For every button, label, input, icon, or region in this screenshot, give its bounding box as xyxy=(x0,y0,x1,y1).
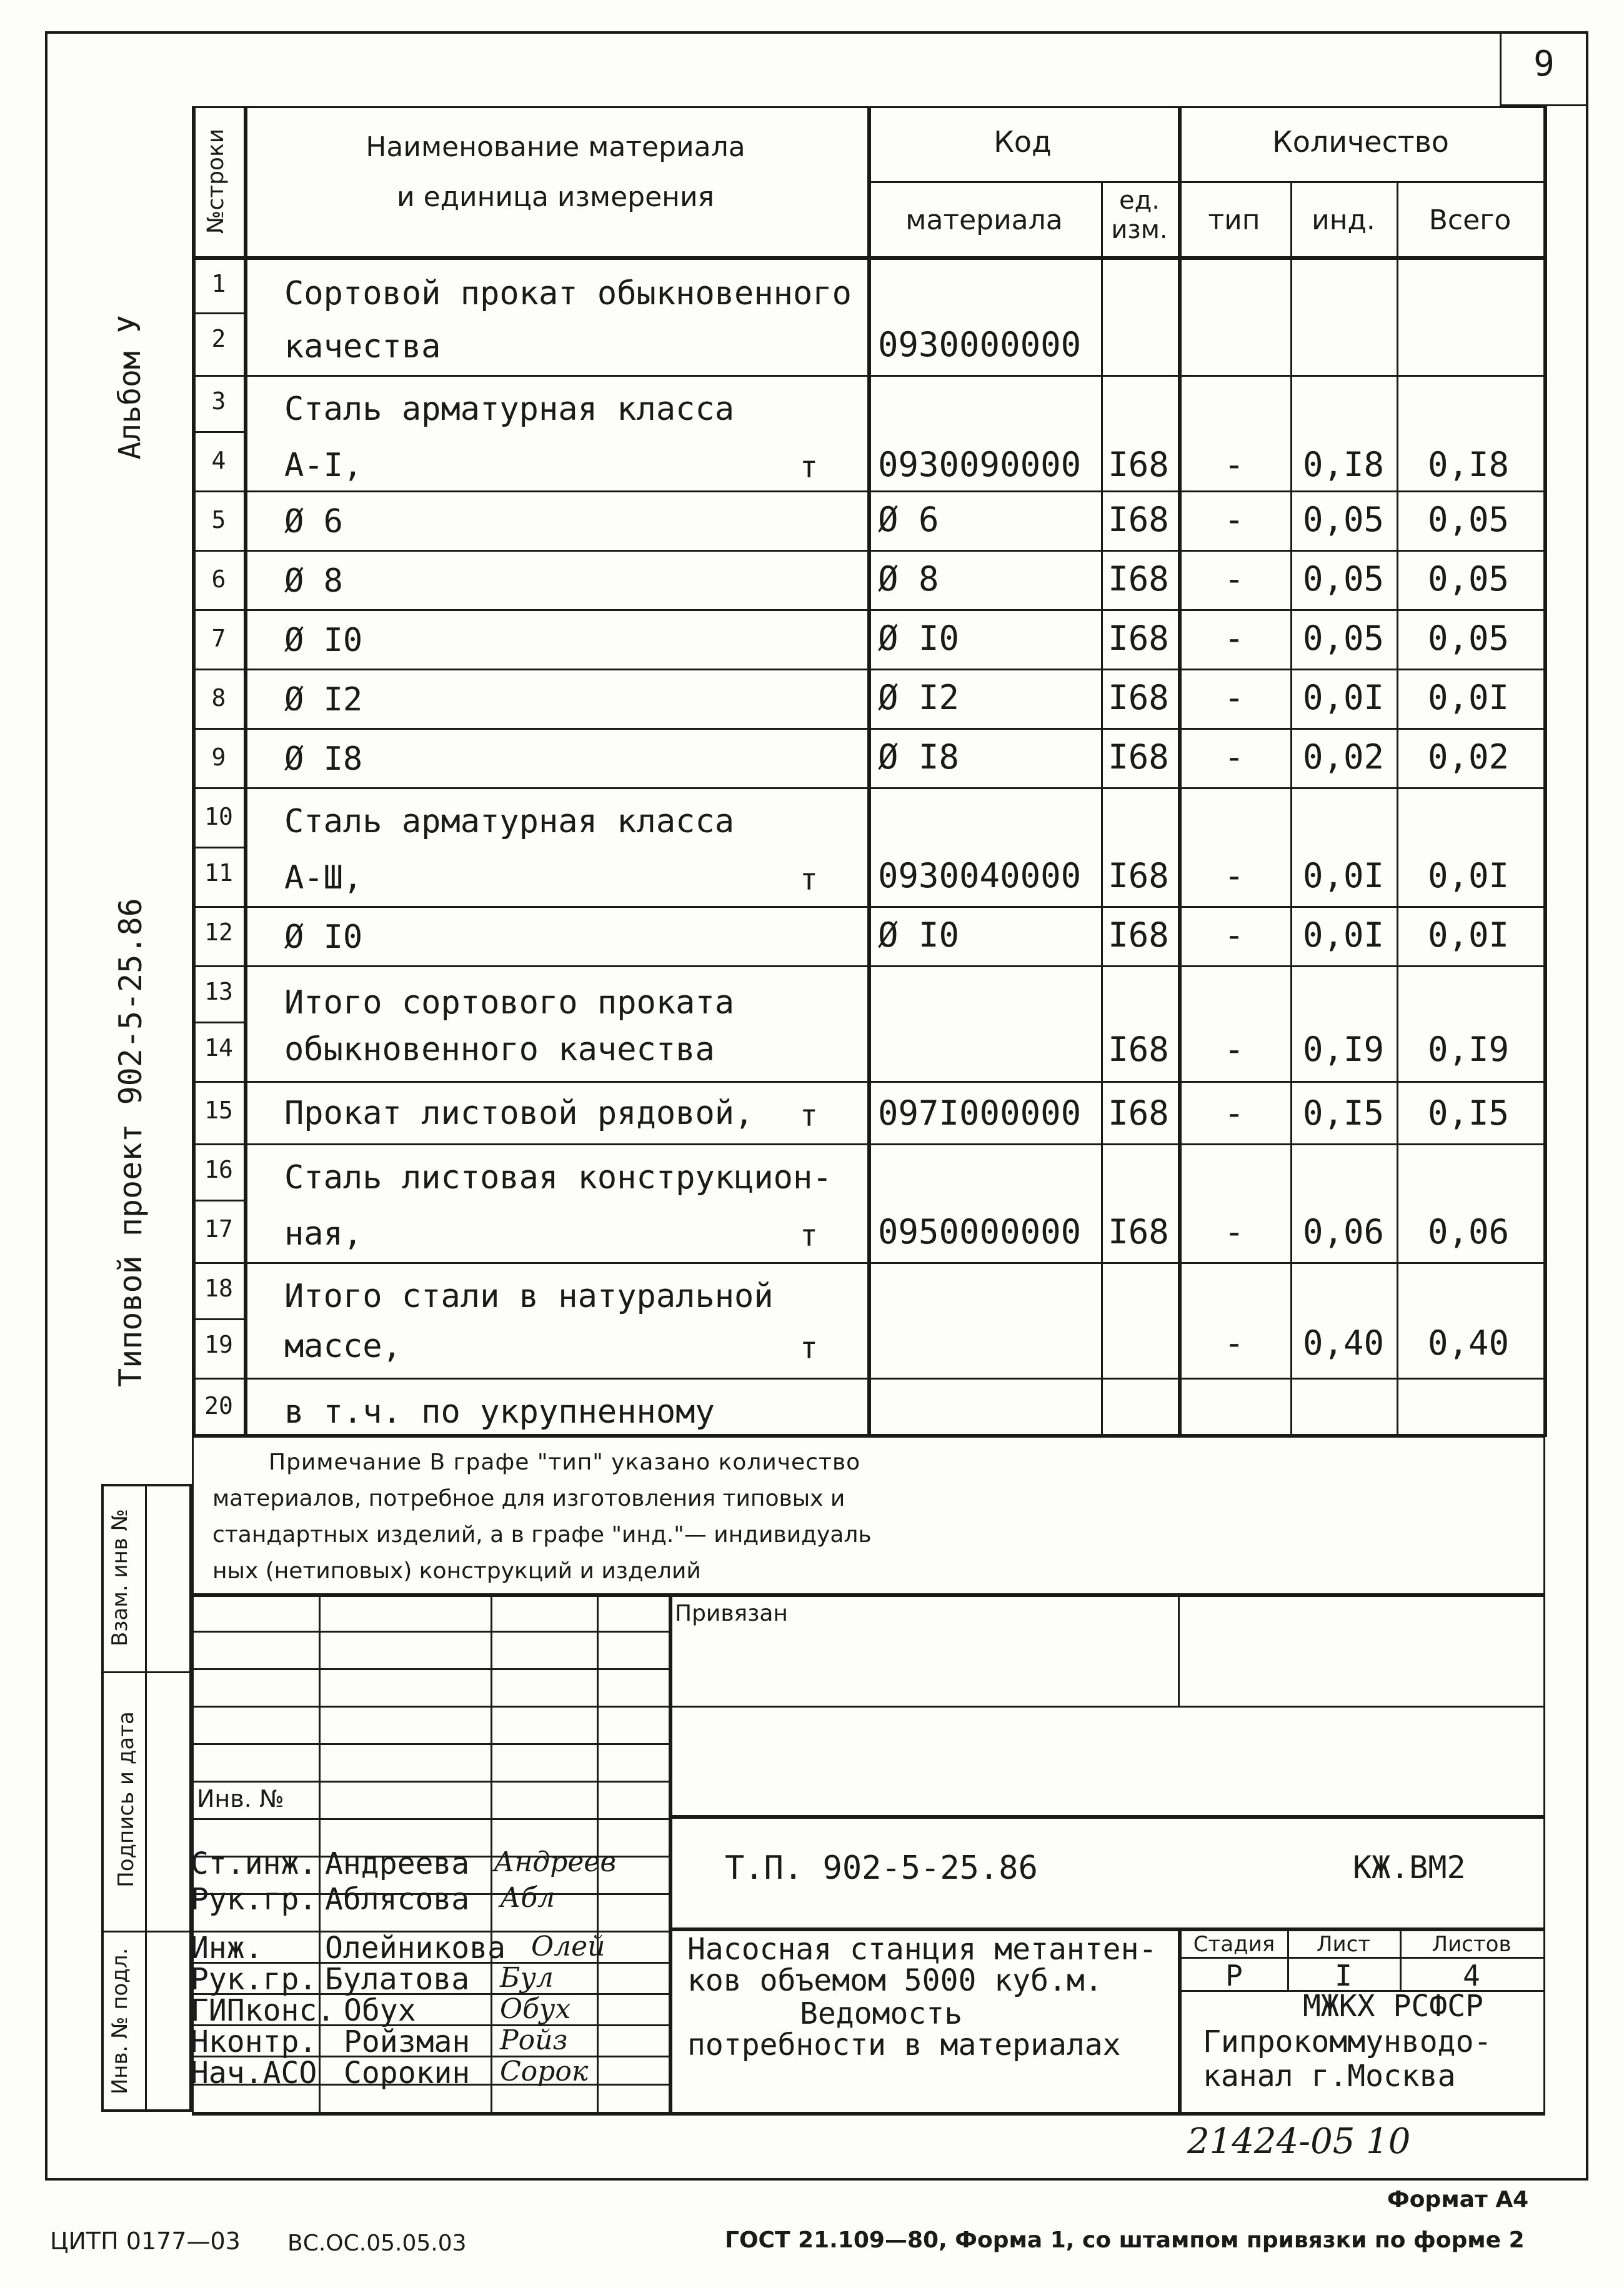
header-name-line2: и единица измерения xyxy=(396,181,715,213)
row-ed: I68 xyxy=(1108,1093,1169,1133)
row-tip: - xyxy=(1223,445,1245,484)
row-tip: - xyxy=(1223,1323,1245,1363)
row-total: 0,06 xyxy=(1427,1212,1510,1251)
row-code: Ø I8 xyxy=(878,737,960,777)
row-name: Итого сортового проката xyxy=(284,984,735,1022)
staff-name: Обух xyxy=(344,1993,416,2028)
row-ed: I68 xyxy=(1108,1030,1169,1069)
row-ind: 0,0I xyxy=(1302,678,1385,717)
row-number: 20 xyxy=(204,1392,233,1420)
staff-role: ГИПконс. xyxy=(191,1993,336,2028)
row-tip: - xyxy=(1223,1093,1245,1133)
album-label: Альбом У xyxy=(112,315,147,460)
header-qty-ind: инд. xyxy=(1312,204,1375,236)
stage-label: Стадия xyxy=(1193,1932,1275,1957)
row-ed: I68 xyxy=(1108,915,1169,955)
row-name: Сталь листовая конструкцион- xyxy=(284,1159,832,1196)
org-line-2: Гипрокоммунводо- xyxy=(1203,2024,1492,2059)
row-number: 17 xyxy=(204,1215,233,1243)
header-code: Код xyxy=(994,125,1052,159)
row-ed: I68 xyxy=(1108,856,1169,895)
row-tip: - xyxy=(1223,915,1245,955)
row-number: 4 xyxy=(211,447,226,474)
title-line-3: Ведомость xyxy=(800,1996,963,2031)
row-tip: - xyxy=(1223,678,1245,717)
title-line-4: потребности в материалах xyxy=(687,2027,1121,2062)
format-label: Формат А4 xyxy=(1387,2187,1529,2212)
org-line-3: канал г.Москва xyxy=(1203,2059,1456,2094)
header-name-line1: Наименование материала xyxy=(366,131,745,163)
inv-no-label: Инв. № xyxy=(197,1785,284,1813)
staff-name: Булатова xyxy=(325,1962,470,1997)
sheet-label: Лист xyxy=(1316,1932,1371,1957)
header-code-unit-1: ед. xyxy=(1119,186,1160,215)
row-total: 0,0I xyxy=(1427,915,1510,955)
row-number: 2 xyxy=(211,325,226,352)
row-number: 7 xyxy=(211,625,226,652)
staff-name: Сорокин xyxy=(344,2056,471,2091)
row-name: в т.ч. по укрупненному xyxy=(284,1393,715,1431)
header-quantity: Количество xyxy=(1272,125,1449,159)
row-number: 14 xyxy=(204,1034,233,1062)
row-number: 6 xyxy=(211,565,226,593)
podpis-data-label: Подпись и дата xyxy=(114,1711,139,1888)
row-ed: I68 xyxy=(1108,500,1169,539)
vzam-inv-label: Взам. инв № xyxy=(107,1508,132,1647)
row-total: 0,40 xyxy=(1427,1323,1510,1363)
footer-left-code: ЦИТП 0177—03 xyxy=(50,2227,241,2255)
row-code: 0930000000 xyxy=(878,325,1082,364)
row-name: Ø I8 xyxy=(284,740,363,778)
row-total: 0,05 xyxy=(1427,500,1510,539)
row-unit: т xyxy=(800,1218,818,1253)
staff-role: Нач.АСО xyxy=(191,2056,317,2091)
staff-role: Рук.гр. xyxy=(191,1962,317,1997)
staff-signature: Олей xyxy=(531,1931,605,1962)
row-name: качества xyxy=(284,328,441,366)
row-ed: I68 xyxy=(1108,445,1169,484)
row-name: обыкновенного качества xyxy=(284,1031,715,1068)
row-ind: 0,05 xyxy=(1302,559,1385,599)
header-code-material: материала xyxy=(905,204,1063,236)
row-total: 0,05 xyxy=(1427,619,1510,658)
row-ind: 0,40 xyxy=(1302,1323,1385,1363)
row-tip: - xyxy=(1223,737,1245,777)
staff-name: Андреева xyxy=(325,1846,470,1881)
title-line-2: ков объемом 5000 куб.м. xyxy=(687,1963,1103,1998)
doc-code: Т.П. 902-5-25.86 xyxy=(725,1849,1038,1887)
row-number: 1 xyxy=(211,270,226,297)
privyazan-label: Привязан xyxy=(675,1601,788,1626)
row-number: 5 xyxy=(211,506,226,534)
row-total: 0,I5 xyxy=(1427,1093,1510,1133)
row-name: Сталь арматурная класса xyxy=(284,803,735,840)
sheets-value: 4 xyxy=(1463,1959,1480,1992)
row-total: 0,0I xyxy=(1427,856,1510,895)
row-code: 0950000000 xyxy=(878,1212,1082,1251)
staff-signature: Обух xyxy=(500,1993,571,2025)
row-number: 3 xyxy=(211,387,226,415)
row-number: 9 xyxy=(211,744,226,771)
row-unit: т xyxy=(800,1331,818,1366)
sheets-label: Листов xyxy=(1432,1932,1512,1957)
row-code: Ø I0 xyxy=(878,915,960,955)
staff-name: Ройзман xyxy=(344,2024,471,2059)
row-name: А-Ш, xyxy=(284,859,363,897)
row-name: А-I, xyxy=(284,447,363,484)
row-total: 0,05 xyxy=(1427,559,1510,599)
row-code: 0930040000 xyxy=(878,856,1082,895)
row-tip: - xyxy=(1223,856,1245,895)
row-ind: 0,06 xyxy=(1302,1212,1385,1251)
row-code: 0930090000 xyxy=(878,445,1082,484)
staff-role: Инж. xyxy=(191,1931,263,1966)
page-number: 9 xyxy=(1533,44,1555,84)
staff-name: Аблясова xyxy=(325,1882,470,1917)
note-line-4: ных (нетиповых) конструкций и изделий xyxy=(212,1558,701,1584)
title-line-1: Насосная станция метантен- xyxy=(687,1932,1157,1967)
row-number: 11 xyxy=(204,859,233,887)
row-ed: I68 xyxy=(1108,1212,1169,1251)
staff-signature: Абл xyxy=(500,1882,555,1914)
row-name: Ø I0 xyxy=(284,622,363,659)
row-code: Ø 6 xyxy=(878,500,939,539)
sheet-value: I xyxy=(1335,1959,1352,1992)
row-name: Прокат листовой рядовой, xyxy=(284,1095,754,1132)
org-line-1: МЖКХ РСФСР xyxy=(1303,1989,1483,2024)
header-code-unit-2: изм. xyxy=(1111,216,1168,244)
footer-left-ref: ВС.ОС.05.05.03 xyxy=(287,2231,467,2256)
stage-value: Р xyxy=(1225,1959,1243,1992)
row-number: 13 xyxy=(204,978,233,1005)
sheet-code: КЖ.ВМ2 xyxy=(1353,1849,1466,1886)
row-ind: 0,I9 xyxy=(1302,1030,1385,1069)
row-name: Ø 6 xyxy=(284,503,343,540)
row-name: Ø I0 xyxy=(284,918,363,956)
row-tip: - xyxy=(1223,500,1245,539)
row-ed: I68 xyxy=(1108,678,1169,717)
row-number: 16 xyxy=(204,1156,233,1183)
row-code: Ø 8 xyxy=(878,559,939,599)
note-line-2: материалов, потребное для изготовления типовых и xyxy=(212,1486,845,1511)
row-name: ная, xyxy=(284,1215,363,1253)
row-number: 8 xyxy=(211,684,226,712)
header-qty-type: тип xyxy=(1208,204,1260,236)
inv-podl-label: Инв. № подл. xyxy=(107,1947,132,2095)
row-name: Ø I2 xyxy=(284,681,363,719)
row-name: Сталь арматурная класса xyxy=(284,390,735,428)
row-total: 0,0I xyxy=(1427,678,1510,717)
row-tip: - xyxy=(1223,1212,1245,1251)
row-tip: - xyxy=(1223,559,1245,599)
row-tip: - xyxy=(1223,1030,1245,1069)
staff-signature: Ройз xyxy=(500,2024,568,2056)
project-label: Типовой проект 902-5-25.86 xyxy=(112,898,149,1387)
row-ind: 0,0I xyxy=(1302,915,1385,955)
note-line-3: стандартных изделий, а в графе "инд."— индивидуаль xyxy=(212,1522,872,1548)
row-ed: I68 xyxy=(1108,559,1169,599)
row-total: 0,I8 xyxy=(1427,445,1510,484)
staff-role: Нконтр. xyxy=(191,2024,317,2059)
row-number: 18 xyxy=(204,1275,233,1302)
row-unit: т xyxy=(800,450,818,485)
row-ind: 0,I8 xyxy=(1302,445,1385,484)
header-qty-total: Всего xyxy=(1428,204,1512,236)
staff-signature: Андреев xyxy=(494,1846,617,1878)
row-number: 12 xyxy=(204,918,233,946)
row-ed: I68 xyxy=(1108,737,1169,777)
row-ind: 0,I5 xyxy=(1302,1093,1385,1133)
row-ind: 0,05 xyxy=(1302,500,1385,539)
row-code: 097I000000 xyxy=(878,1093,1082,1133)
row-ind: 0,0I xyxy=(1302,856,1385,895)
row-code: Ø I2 xyxy=(878,678,960,717)
staff-role: Рук.гр. xyxy=(191,1882,317,1917)
row-name: массе, xyxy=(284,1328,402,1365)
row-tip: - xyxy=(1223,619,1245,658)
row-name: Ø 8 xyxy=(284,562,343,600)
row-name: Сортовой прокат обыкновенного xyxy=(284,275,852,312)
row-ed: I68 xyxy=(1108,619,1169,658)
row-code: Ø I0 xyxy=(878,619,960,658)
staff-signature: Бул xyxy=(500,1962,554,1994)
row-name: Итого стали в натуральной xyxy=(284,1278,774,1315)
header-row-number: №строки xyxy=(203,128,229,234)
row-total: 0,I9 xyxy=(1427,1030,1510,1069)
row-number: 19 xyxy=(204,1331,233,1358)
row-unit: т xyxy=(800,862,818,897)
staff-name: Олейникова xyxy=(325,1931,506,1966)
handwritten-number: 21424-05 10 xyxy=(1187,2121,1411,2162)
note-line-1: Примечание В графе "тип" указано количество xyxy=(269,1450,861,1475)
row-number: 10 xyxy=(204,803,233,830)
row-unit: т xyxy=(800,1098,818,1133)
row-ind: 0,05 xyxy=(1302,619,1385,658)
staff-role: Ст.инж. xyxy=(191,1846,317,1881)
row-ind: 0,02 xyxy=(1302,737,1385,777)
footer-gost: ГОСТ 21.109—80, Форма 1, со штампом привязки по форме 2 xyxy=(725,2227,1525,2253)
staff-signature: Сорок xyxy=(500,2056,589,2087)
row-total: 0,02 xyxy=(1427,737,1510,777)
row-number: 15 xyxy=(204,1097,233,1124)
